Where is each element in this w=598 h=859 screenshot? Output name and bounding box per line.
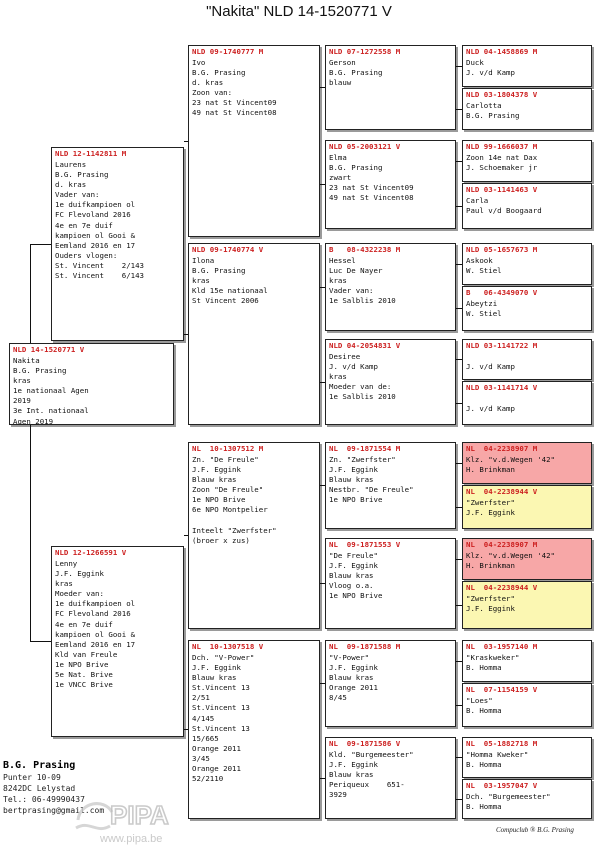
connector-line xyxy=(456,605,462,606)
card-line: 49 nat St Vincent08 xyxy=(192,108,277,118)
ring-number: NLD 99-1666037 M xyxy=(466,142,538,151)
card-line: Abeytzi xyxy=(466,299,498,308)
card-line: kras xyxy=(55,579,73,589)
card-line: Moeder van de: xyxy=(329,382,392,392)
connector-line xyxy=(320,382,325,383)
pedigree-card-h11 xyxy=(462,538,592,580)
breeder-phone: Tel.: 06-49990437 xyxy=(3,795,85,804)
card-line: Kld 15e nationaal xyxy=(192,286,268,296)
pedigree-card-dd xyxy=(188,640,320,819)
pedigree-card-h16 xyxy=(462,779,592,819)
card-line: kampioen ol Gooi & xyxy=(55,230,136,240)
card-line: 6e NPO Montpelier xyxy=(192,505,268,515)
card-line: "De Freule" xyxy=(329,551,378,560)
card-line: 52/2110 xyxy=(192,774,224,784)
card-line: H. Brinkman xyxy=(466,561,515,571)
connector-line xyxy=(320,683,325,684)
card-line: 1e NPO Brive xyxy=(329,495,383,505)
card-line: St. Vincent 2/143 xyxy=(55,260,144,270)
card-line: J.F. Eggink xyxy=(466,604,515,614)
card-line: 1e VNCC Brive xyxy=(55,680,113,690)
connector-line xyxy=(30,244,51,245)
card-line: Nestbr. "De Freule" xyxy=(329,485,414,495)
card-line: St.Vincent 13 xyxy=(192,703,250,713)
card-line: B. Homma xyxy=(466,760,502,770)
pedigree-card-h9 xyxy=(462,442,592,484)
card-line: Vader van: xyxy=(329,286,374,296)
connector-line xyxy=(456,109,462,110)
card-line: "Zwerfster" xyxy=(466,594,515,603)
card-line: 3929 xyxy=(329,790,347,800)
connector-line xyxy=(456,161,462,162)
card-line: B.G. Prasing xyxy=(192,266,246,276)
card-line: St Vincent 2006 xyxy=(192,296,259,306)
card-line: kampioen ol Gooi & xyxy=(55,629,136,639)
card-line: 1e NPO Brive xyxy=(192,495,246,505)
card-line: Luc De Nayer xyxy=(329,266,383,276)
card-line: 3e Int. nationaal xyxy=(13,406,89,416)
pedigree-card-h7 xyxy=(462,339,592,380)
ring-number: NLD 07-1272558 M xyxy=(329,47,401,56)
card-line xyxy=(466,352,591,362)
pedigree-card-dam xyxy=(51,546,184,737)
pedigree-card-h14 xyxy=(462,683,592,727)
card-line: Blauw kras xyxy=(329,770,374,780)
pedigree-card-subject xyxy=(9,343,174,425)
card-line: blauw xyxy=(329,78,352,88)
card-line: J.F. Eggink xyxy=(329,760,378,770)
footer-credit: Compuclub ® B.G. Prasing xyxy=(496,826,574,834)
card-line: Inteelt "Zwerfster" xyxy=(192,525,277,535)
connector-line xyxy=(320,184,325,185)
card-line: W. Stiel xyxy=(466,266,502,276)
card-line: Dch. "V-Power" xyxy=(192,653,255,662)
pedigree-card-g8 xyxy=(325,737,456,819)
card-line: Moeder van: xyxy=(55,589,104,599)
ring-number: NL 04-2238907 M xyxy=(466,444,538,453)
card-line: St. Vincent 6/143 xyxy=(55,271,144,281)
ring-number: NLD 05-1657673 M xyxy=(466,245,538,254)
card-line: J. v/d Kamp xyxy=(329,362,378,372)
ring-number: NLD 05-2003121 V xyxy=(329,142,401,151)
card-line: 23 nat St Vincent09 xyxy=(329,183,414,193)
card-line: 2019 xyxy=(13,396,31,406)
connector-line xyxy=(456,705,462,706)
connector-line xyxy=(456,308,462,309)
card-line: B. Homma xyxy=(466,706,502,716)
pedigree-card-h10 xyxy=(462,485,592,529)
connector-line xyxy=(456,206,462,207)
card-line: kras xyxy=(192,276,210,286)
pedigree-card-g4 xyxy=(325,339,456,425)
card-line: "V-Power" xyxy=(329,653,370,662)
pedigree-card-h5 xyxy=(462,243,592,285)
connector-line xyxy=(30,425,31,641)
card-line: Vloog o.a. xyxy=(329,581,374,591)
pedigree-card-ss xyxy=(188,45,320,237)
card-line: J.F. Eggink xyxy=(329,561,378,571)
card-line: B.G. Prasing xyxy=(329,163,383,173)
pedigree-card-sire xyxy=(51,147,184,341)
card-line: 5e Nat. Brive xyxy=(55,670,113,680)
card-line: "Loes" xyxy=(466,696,493,705)
card-line: J. v/d Kamp xyxy=(466,362,515,372)
card-line: kras xyxy=(329,372,347,382)
card-line: Klz. "v.d.Wegen '42" xyxy=(466,551,555,560)
card-line: Zoon "De Freule" xyxy=(192,485,264,495)
card-line: Laurens xyxy=(55,160,87,169)
card-line: J. v/d Kamp xyxy=(466,68,515,78)
card-line: B.G. Prasing xyxy=(329,68,383,78)
card-line: B. Homma xyxy=(466,802,502,812)
pedigree-card-h4 xyxy=(462,183,592,229)
pedigree-card-g7 xyxy=(325,640,456,727)
card-line: Eemland 2016 en 17 xyxy=(55,240,136,250)
card-line: St.Vincent 13 xyxy=(192,683,250,693)
connector-line xyxy=(184,535,188,536)
card-line: kras xyxy=(13,376,31,386)
breeder-address: Punter 10-09 xyxy=(3,773,61,782)
card-line: "Homma Kweker" xyxy=(466,750,529,759)
ring-number: NLD 03-1804378 V xyxy=(466,90,538,99)
ring-number: NL 04-2238944 V xyxy=(466,487,538,496)
card-line: Blauw kras xyxy=(329,475,374,485)
card-line: d. kras xyxy=(55,180,87,190)
card-line: FC Flevoland 2016 xyxy=(55,210,131,220)
pedigree-card-h12 xyxy=(462,581,592,629)
card-line: J.F. Eggink xyxy=(192,465,241,475)
watermark-text: PIPA xyxy=(110,800,169,830)
card-line: 2/51 xyxy=(192,693,210,703)
card-line: 1e NPO Brive xyxy=(329,591,383,601)
card-line: B. Homma xyxy=(466,663,502,673)
pedigree-card-h8 xyxy=(462,381,592,425)
card-line: Hessel xyxy=(329,256,356,265)
card-line: (broer x zus) xyxy=(192,535,250,545)
ring-number: NLD 12-1266591 V xyxy=(55,548,127,557)
pedigree-card-ds xyxy=(188,442,320,629)
pedigree-card-g2 xyxy=(325,140,456,229)
ring-number: NL 10-1307512 M xyxy=(192,444,264,453)
card-line: 1e nationaal Agen xyxy=(13,386,89,396)
card-line: Orange 2011 xyxy=(192,764,241,774)
card-line xyxy=(192,516,319,526)
card-line: FC Flevoland 2016 xyxy=(55,609,131,619)
ring-number: NLD 04-1458869 M xyxy=(466,47,538,56)
ring-number: NL 04-2238907 M xyxy=(466,540,538,549)
card-line: Blauw kras xyxy=(192,673,237,683)
card-line: 4e en 7e duif xyxy=(55,619,113,629)
pedigree-card-h3 xyxy=(462,140,592,182)
card-line: Ilona xyxy=(192,256,215,265)
card-line: W. Stiel xyxy=(466,309,502,319)
card-line: Eemland 2016 en 17 xyxy=(55,639,136,649)
ring-number: NLD 09-1740777 M xyxy=(192,47,264,56)
connector-line xyxy=(184,334,188,335)
pedigree-card-h13 xyxy=(462,640,592,682)
card-line: J.F. Eggink xyxy=(192,663,241,673)
breeder-city: 8242DC Lelystad xyxy=(3,784,76,793)
connector-line xyxy=(320,485,325,486)
connector-line xyxy=(184,141,188,142)
connector-line xyxy=(456,757,462,758)
ring-number: NL 05-1882718 M xyxy=(466,739,538,748)
connector-line xyxy=(320,87,325,88)
card-line: J. Schoemaker jr xyxy=(466,163,538,173)
ring-number: NLD 03-1141722 M xyxy=(466,341,538,350)
pipa-watermark-logo xyxy=(70,790,180,850)
ring-number: NLD 03-1141714 V xyxy=(466,383,538,392)
watermark-url: www.pipa.be xyxy=(100,833,163,845)
card-line: B.G. Prasing xyxy=(55,170,109,180)
card-line: d. kras xyxy=(192,78,224,88)
ring-number: NL 10-1307518 V xyxy=(192,642,264,651)
ring-number: NL 03-1957047 V xyxy=(466,781,538,790)
connector-line xyxy=(456,661,462,662)
card-line: zwart xyxy=(329,173,352,183)
ring-number: NLD 04-2054831 V xyxy=(329,341,401,350)
pedigree-card-h15 xyxy=(462,737,592,778)
card-line: kras xyxy=(329,276,347,286)
card-line: Zn. "De Freule" xyxy=(192,455,259,464)
card-line: 1e duifkampioen ol xyxy=(55,599,136,609)
card-line: 3/45 xyxy=(192,753,210,763)
ring-number: NLD 03-1141463 V xyxy=(466,185,538,194)
card-line: Periqueux 651- xyxy=(329,780,405,790)
card-line: 4e en 7e duif xyxy=(55,220,113,230)
pedigree-card-h6 xyxy=(462,286,592,331)
connector-line xyxy=(184,729,188,730)
card-line: Blauw kras xyxy=(329,571,374,581)
card-line: Zoon van: xyxy=(192,88,233,98)
connector-line xyxy=(456,264,462,265)
ring-number: NL 04-2238944 V xyxy=(466,583,538,592)
pedigree-card-h2 xyxy=(462,88,592,130)
card-line: Dch. "Burgemeester" xyxy=(466,792,551,801)
card-line: Klz. "v.d.Wegen '42" xyxy=(466,455,555,464)
card-line: Vader van: xyxy=(55,190,100,200)
card-line: 8/45 xyxy=(329,693,347,703)
card-line: 4/145 xyxy=(192,713,215,723)
pedigree-card-g6 xyxy=(325,538,456,629)
card-line: 23 nat St Vincent09 xyxy=(192,98,277,108)
card-line: Gerson xyxy=(329,58,356,67)
card-line: Carla xyxy=(466,196,489,205)
pedigree-card-h1 xyxy=(462,45,592,87)
page-title: "Nakita" NLD 14-1520771 V xyxy=(206,3,392,20)
pedigree-card-sd xyxy=(188,243,320,425)
card-line: Nakita xyxy=(13,356,40,365)
pedigree-card-g5 xyxy=(325,442,456,529)
card-line: B.G. Prasing xyxy=(466,111,520,121)
card-line: J.F. Eggink xyxy=(329,663,378,673)
connector-line xyxy=(456,66,462,67)
ring-number: NL 03-1957140 M xyxy=(466,642,538,651)
card-line: Zoon 14e nat Dax xyxy=(466,153,538,162)
connector-line xyxy=(456,799,462,800)
card-line: J.F. Eggink xyxy=(329,465,378,475)
connector-line xyxy=(30,244,31,343)
card-line: Kld van Freule xyxy=(55,649,118,659)
ring-number: B 08-4322238 M xyxy=(329,245,401,254)
card-line: "Kraskweker" xyxy=(466,653,520,662)
connector-line xyxy=(456,507,462,508)
card-line: Lenny xyxy=(55,559,78,568)
card-line: Elma xyxy=(329,153,347,162)
card-line: J. v/d Kamp xyxy=(466,404,515,414)
card-line: Orange 2011 xyxy=(329,683,378,693)
connector-line xyxy=(320,583,325,584)
breeder-email: bertprasing@gmail.com xyxy=(3,806,105,815)
card-line: Blauw kras xyxy=(192,475,237,485)
ring-number: NL 09-1871586 V xyxy=(329,739,401,748)
card-line: Orange 2011 xyxy=(192,743,241,753)
connector-line xyxy=(456,559,462,560)
card-line: B.G. Prasing xyxy=(13,366,67,376)
connector-line xyxy=(456,403,462,404)
card-line: Ivo xyxy=(192,58,206,67)
card-line xyxy=(466,394,591,404)
card-line: 1e Salblis 2010 xyxy=(329,392,396,402)
card-line: 1e NPO Brive xyxy=(55,659,109,669)
ring-number: B 06-4349070 V xyxy=(466,288,538,297)
card-line: Blauw kras xyxy=(329,673,374,683)
pedigree-card-g3 xyxy=(325,243,456,331)
card-line: 1e duifkampioen ol xyxy=(55,200,136,210)
card-line: Paul v/d Boogaard xyxy=(466,206,542,216)
card-line: B.G. Prasing xyxy=(192,68,246,78)
card-line: Desiree xyxy=(329,352,361,361)
ring-number: NL 07-1154159 V xyxy=(466,685,538,694)
ring-number: NL 09-1871553 V xyxy=(329,540,401,549)
card-line: Kld. "Burgemeester" xyxy=(329,750,414,759)
connector-line xyxy=(30,641,51,642)
card-line: "Zwerfster" xyxy=(466,498,515,507)
connector-line xyxy=(456,359,462,360)
card-line: Ouders vlogen: xyxy=(55,250,118,260)
ring-number: NL 09-1871588 M xyxy=(329,642,401,651)
connector-line xyxy=(320,287,325,288)
card-line: 15/665 xyxy=(192,733,219,743)
card-line: Zn. "Zwerfster" xyxy=(329,455,396,464)
card-line: J.F. Eggink xyxy=(466,508,515,518)
ring-number: NLD 09-1740774 V xyxy=(192,245,264,254)
card-line: Askook xyxy=(466,256,493,265)
connector-line xyxy=(456,463,462,464)
ring-number: NLD 12-1142811 M xyxy=(55,149,127,158)
card-line: 49 nat St Vincent08 xyxy=(329,193,414,203)
card-line: 1e Salblis 2010 xyxy=(329,296,396,306)
card-line: J.F. Eggink xyxy=(55,569,104,579)
breeder-name: B.G. Prasing xyxy=(3,760,76,771)
connector-line xyxy=(320,778,325,779)
card-line: Carlotta xyxy=(466,101,502,110)
card-line: H. Brinkman xyxy=(466,465,515,475)
card-line: Agen 2019 xyxy=(13,416,54,425)
ring-number: NL 09-1871554 M xyxy=(329,444,401,453)
card-line: Duck xyxy=(466,58,484,67)
card-line: St.Vincent 13 xyxy=(192,723,250,733)
ring-number: NLD 14-1520771 V xyxy=(13,345,85,354)
pedigree-card-g1 xyxy=(325,45,456,130)
